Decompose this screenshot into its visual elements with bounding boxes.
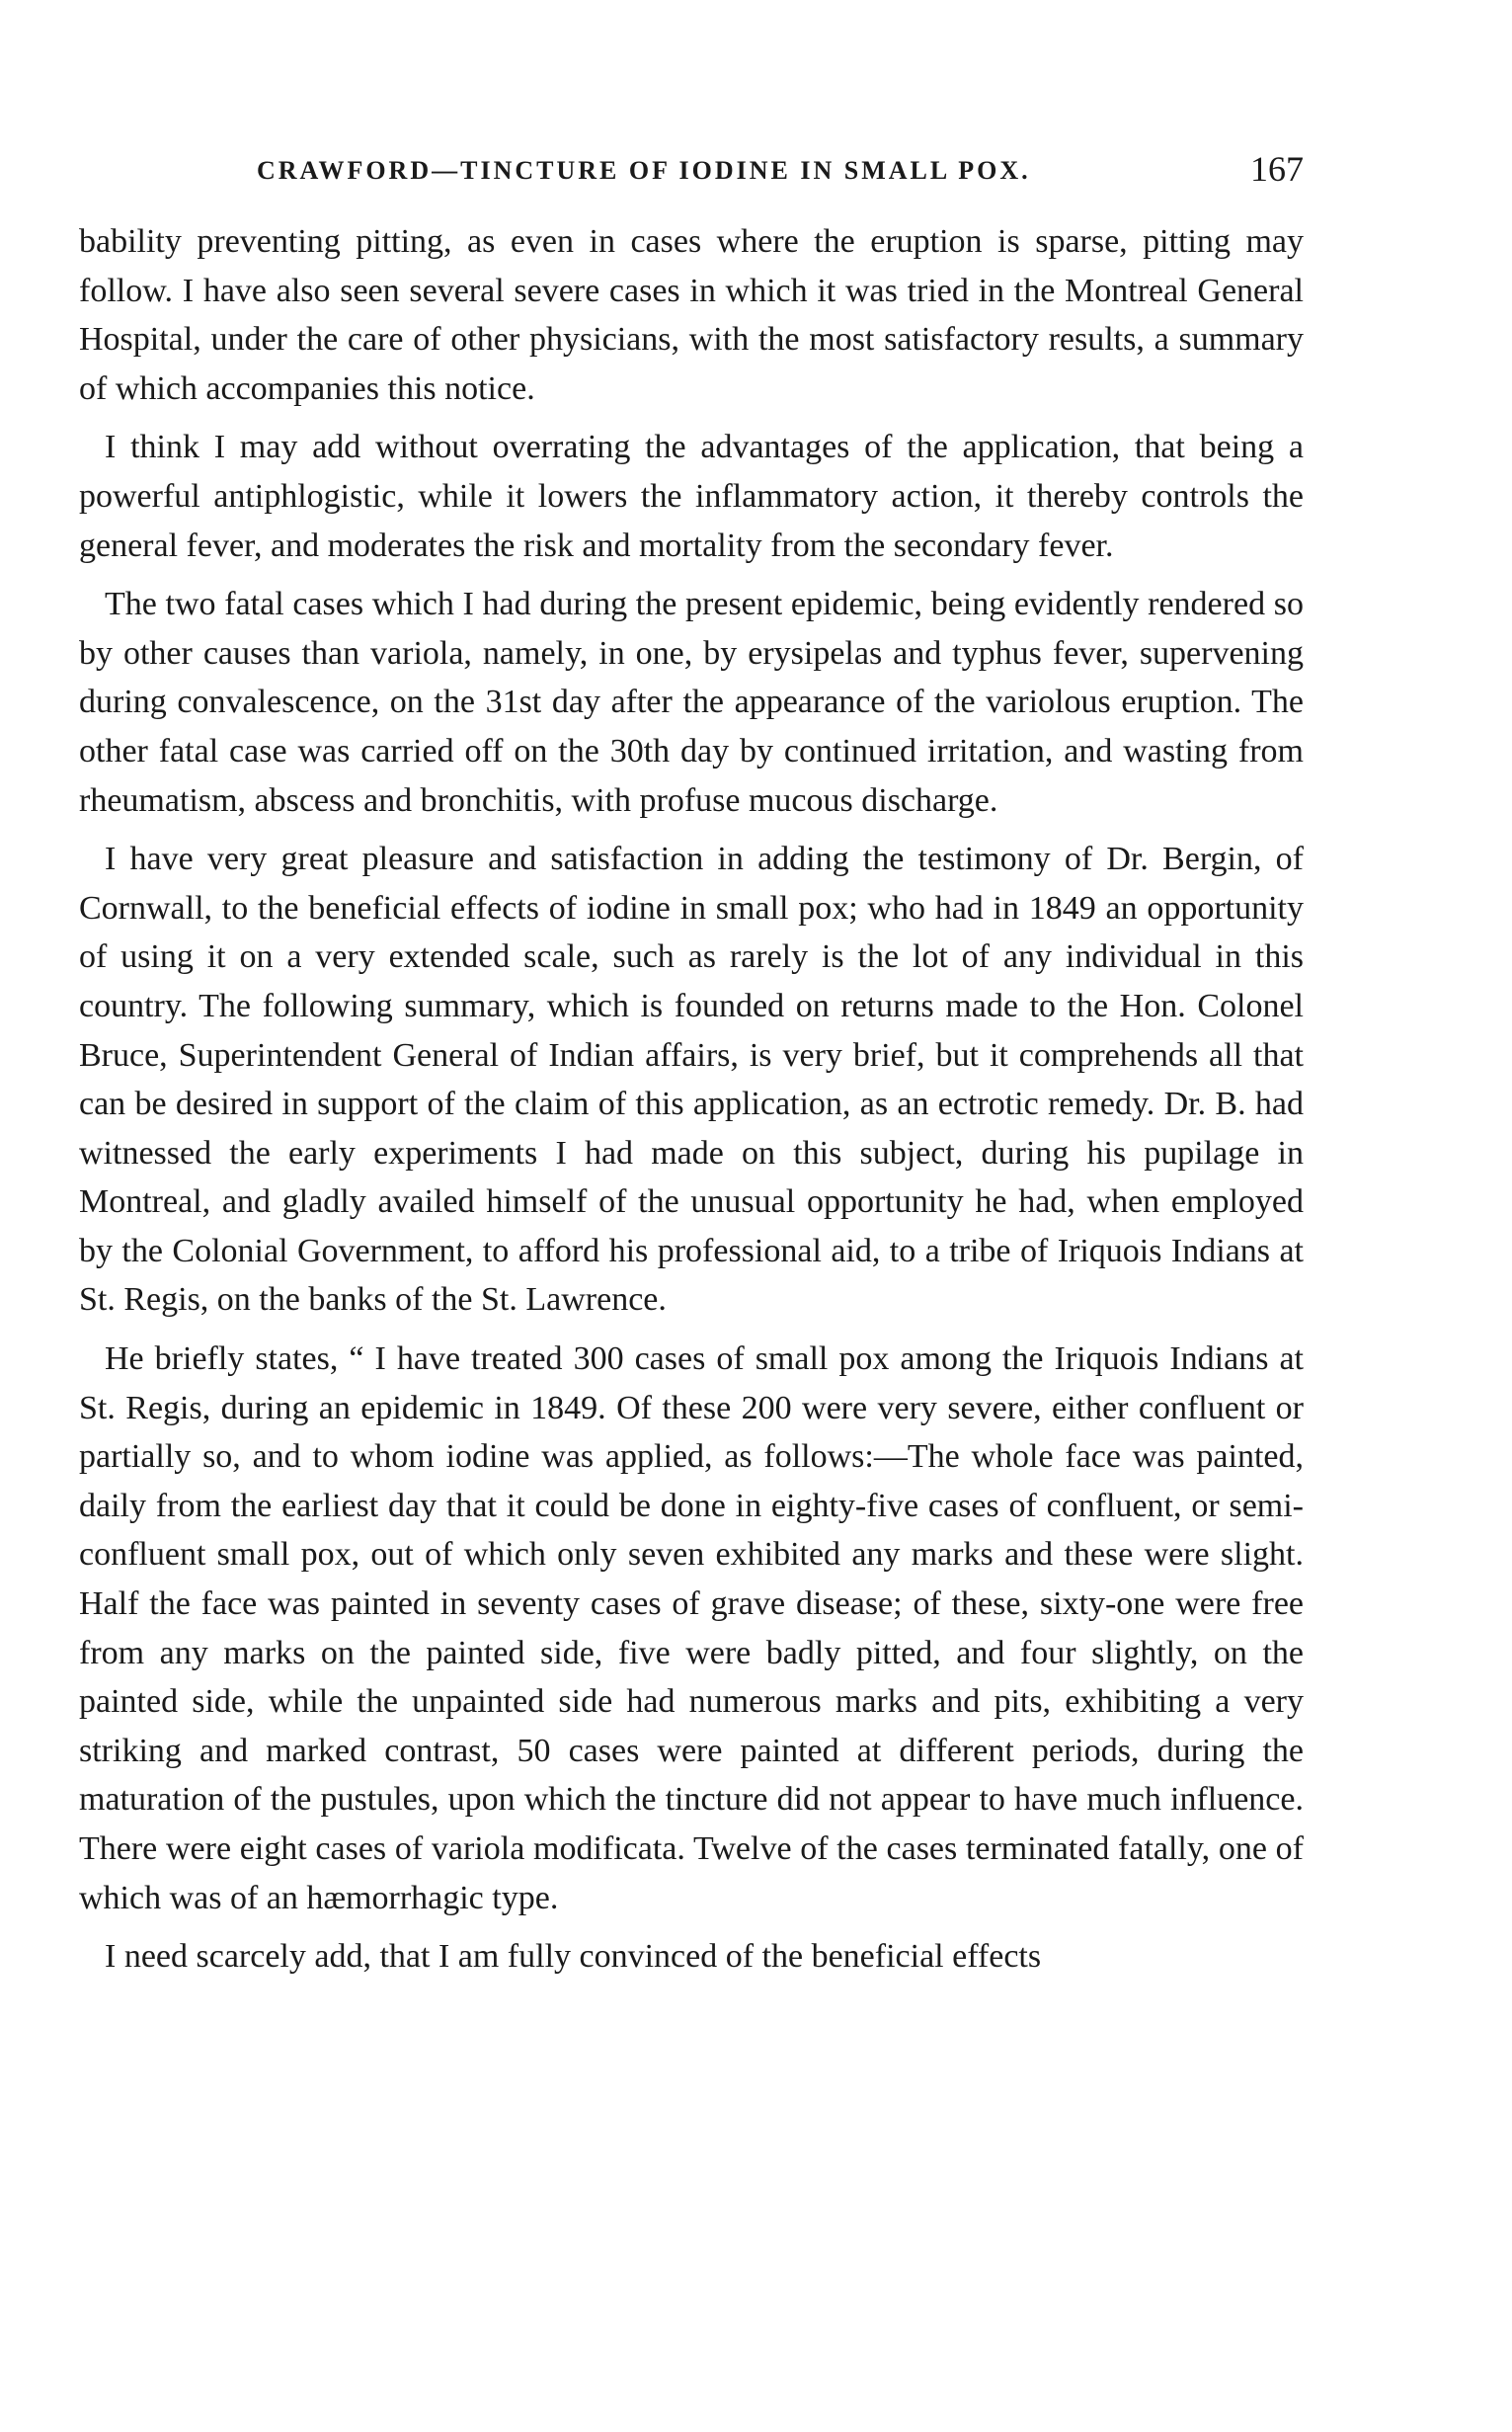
paragraph-6: I need scarcely add, that I am fully convinced of the beneficial effects bbox=[105, 1938, 1042, 1976]
paragraph-3: The two fatal cases which I had during the present epidemic, being evidently rendered so by other causes than variola, namely, in one, by erysipelas and typhus fever, supervening during convalescence, on the 31st day after the appearance of the variolous eruption. The other fatal case was carried off on the 30th day by continued irritation, and wasting from rheumatism, abscess and bronchitis, with profuse mucous discharge. bbox=[79, 586, 1304, 819]
paragraph-1: bability preventing pitting, as even in cases where the eruption is sparse, pitting may follow. I have also seen several severe cases in which it was tried in the Montreal General Hospital, under the care of other physicians, with the most satisfactory results, a summary of which accompanies this notice. bbox=[79, 223, 1304, 407]
page-number: 167 bbox=[1250, 149, 1304, 189]
page-header bbox=[79, 148, 1304, 207]
paragraph-4: I have very great pleasure and satisfaction in adding the testimony of Dr. Bergin, of Cornwall, to the beneficial effects of iodine in small pox; who had in 1849 an opportunity of using it on a very extended scale, such as rarely is the lot of any individual in this country. The following summary, which is founded on returns made to the Hon. Colonel Bruce, Superintendent General of Indian affairs, is very brief, but it comprehends all that can be desired in support of the claim of this application, as an ectrotic remedy. Dr. B. had witnessed the early experiments I had made on this subject, during his pupilage in Montreal, and gladly availed himself of the unusual opportunity he had, when employed by the Colonial Government, to afford his professional aid, to a tribe of Iriquois Indians at St. Regis, on the banks of the St. Lawrence. bbox=[79, 841, 1304, 1319]
document-page bbox=[79, 148, 1304, 1991]
paragraph-5: He briefly states, “ I have treated 300 cases of small pox among the Iriquois Indians at St. Regis, during an epidemic in 1849. Of these 200 were very severe, either confluent or partially so, and to whom iodine was applied, as follows:—The whole face was painted, daily from the earliest day that it could be done in eighty-five cases of confluent, or semi-confluent small pox, out of which only seven exhibited any marks and these were slight. Half the face was painted in seventy cases of grave disease; of these, sixty-one were free from any marks on the painted side, five were badly pitted, and four slightly, on the painted side, while the unpainted side had numerous marks and pits, exhibiting a very striking and marked contrast, 50 cases were painted at different periods, during the maturation of the pustules, upon which the tincture did not appear to have much influence. There were eight cases of variola modificata. Twelve of the cases terminated fatally, one of which was of an hæmorrhagic type. bbox=[79, 1340, 1304, 1916]
paragraph-2: I think I may add without overrating the advantages of the application, that being a powerful antiphlogistic, while it lowers the inflammatory action, it thereby controls the general fever, and moderates the risk and mortality from the secondary fever. bbox=[79, 429, 1304, 564]
body-text bbox=[79, 217, 1304, 1982]
running-head: CRAWFORD—TINCTURE OF IODINE IN SMALL POX. bbox=[257, 156, 1031, 185]
